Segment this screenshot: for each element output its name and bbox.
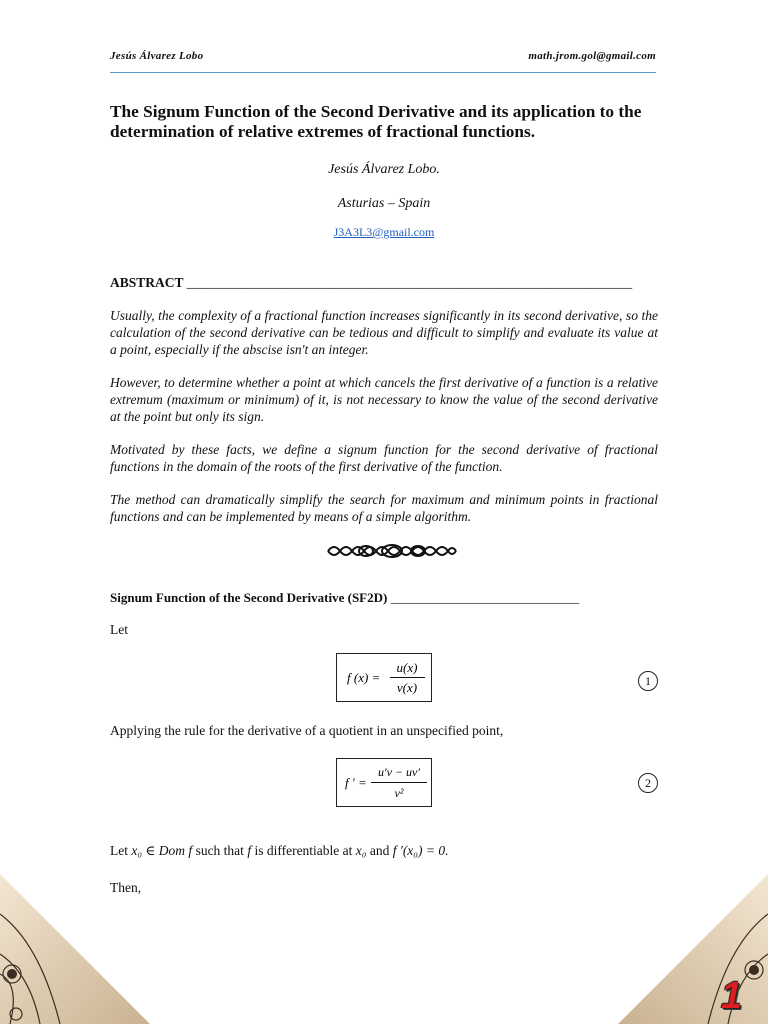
body-let-2 <box>110 843 448 859</box>
author-email-link[interactable]: J3A3L3@gmail.com <box>333 225 435 239</box>
page-number: 1 <box>720 975 742 1017</box>
abstract-paragraph-2: However, to determine whether a point at which cancels the first derivative of a function is a relative extremum (maximum or minimum) of it, is not necessary to know the value of the second derivative at the point but only its sign. <box>110 375 658 424</box>
decorative-corner-right <box>618 874 768 1024</box>
body-then: Then, <box>110 880 142 895</box>
let2-part-7: and <box>366 843 393 858</box>
equation-2-box <box>336 758 432 807</box>
equation-1-box <box>336 653 432 702</box>
abstract-paragraph-4: The method can dramatically simplify the search for maximum and minimum points in fractional functions and can be implemented by means of a simple algorithm. <box>110 492 658 524</box>
equation-2-number: 2 <box>638 773 658 793</box>
section-heading <box>110 590 656 606</box>
let2-part-3: such that <box>192 843 248 858</box>
header-rule <box>110 72 656 73</box>
abstract-rule: __________________________________________________________________ <box>186 275 633 290</box>
running-header-email: math.jrom.gol@gmail.com <box>528 50 656 62</box>
abstract-paragraph-1: Usually, the complexity of a fractional function increases significantly in its second derivative, so the calculation of the second derivative can be tedious and difficult to simplify and evaluate its value at a point, especially if the abscise isn't an integer. <box>110 308 658 357</box>
section-rule: _____________________________ <box>390 590 580 605</box>
equation-1-denominator: v(x) <box>396 680 418 695</box>
abstract-heading <box>110 275 656 291</box>
let2-x0: x₀ <box>355 843 367 858</box>
author-location: Asturias – Spain <box>337 196 431 211</box>
body-let-1: Let <box>110 622 128 637</box>
equation-1-lhs: f (x) = <box>347 670 381 685</box>
let2-condition: f ′(x₀) = 0. <box>392 843 449 858</box>
abstract-heading-label: ABSTRACT <box>110 275 184 290</box>
abstract-paragraph-3: Motivated by these facts, we define a signum function for the second derivative of fractional functions in the domain of the roots of the first derivative of the function. <box>110 442 658 474</box>
body-apply-rule: Applying the rule for the derivative of a quotient in an unspecified point, <box>110 723 504 738</box>
equation-2-lhs: f ′ = <box>345 775 367 790</box>
author-name: Jesús Álvarez Lobo. <box>328 162 440 177</box>
equation-1-number: 1 <box>638 671 658 691</box>
equation-2-numerator: u′v − uv′ <box>378 765 420 779</box>
let2-f: f <box>247 843 252 858</box>
running-header-author: Jesús Álvarez Lobo <box>110 50 204 62</box>
paper-title: The Signum Function of the Second Derivative and its application to the determination of relative extremes of fractional functions. <box>110 102 642 141</box>
decorative-corner-left <box>0 874 150 1024</box>
let2-part-1: Let <box>110 843 132 858</box>
let2-domain: x₀ ∈ Dom f <box>131 843 193 858</box>
let2-part-5: is differentiable at <box>251 843 356 858</box>
decorative-ornament <box>326 541 458 561</box>
section-heading-label: Signum Function of the Second Derivative (SF2D) <box>110 590 388 605</box>
equation-2-denominator: v² <box>394 786 404 800</box>
equation-1-numerator: u(x) <box>396 660 418 675</box>
